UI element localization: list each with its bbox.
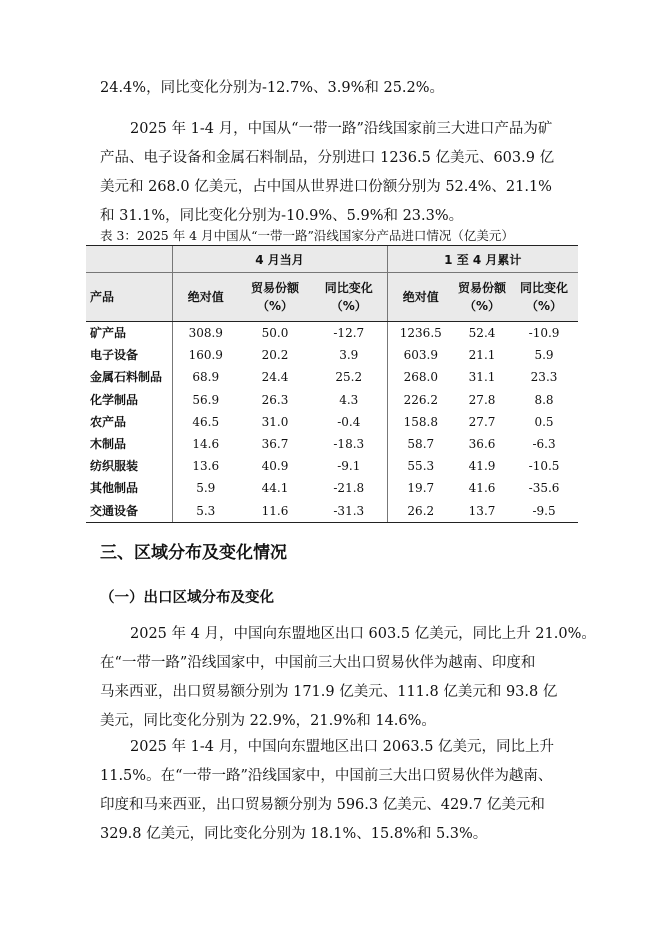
header-trade-share: 贸易份额（%） (239, 273, 311, 322)
table-cell: -9.5 (510, 500, 578, 523)
text-line: 2025 年 1-4 月，中国从“一带一路”沿线国家前三大进口产品为矿 (130, 121, 553, 137)
header-absolute-value: 绝对值 (387, 273, 454, 322)
table-cell: 14.6 (172, 433, 239, 455)
table-cell: 58.7 (387, 433, 454, 455)
text-line: 产品、电子设备和金属石料制品，分别进口 1236.5 亿美元、603.9 亿 (100, 150, 555, 166)
table-cell: 56.9 (172, 389, 239, 411)
header-absolute-value: 绝对值 (172, 273, 239, 322)
text-line: 24.4%，同比变化分别为-12.7%、3.9%和 25.2%。 (100, 80, 445, 96)
table-cell: -10.5 (528, 459, 560, 474)
paragraph-import-share-continued (100, 74, 566, 103)
paragraph-export-jan-apr (100, 733, 566, 849)
table-cell: 36.6 (468, 437, 496, 452)
table-cell: -12.7 (333, 326, 365, 341)
table-cell: 27.8 (468, 392, 496, 407)
text-line: 329.8 亿美元，同比变化分别为 18.1%、15.8%和 5.3%。 (100, 826, 488, 842)
table-cell: 5.9 (534, 348, 554, 363)
table-cell: 4.3 (339, 392, 359, 407)
table-cell: 3.9 (339, 348, 359, 363)
table-row (86, 433, 578, 455)
table-sub-header-row (86, 273, 578, 322)
table-cell: -0.4 (337, 414, 361, 429)
table-row (86, 366, 578, 388)
text-line: 美元和 268.0 亿美元，占中国从世界进口份额分别为 52.4%、21.1% (100, 179, 552, 195)
product-name: 矿产品 (90, 326, 127, 341)
header-jan-apr-cumulative: 1 至 4 月累计 (387, 246, 578, 273)
table-row (86, 344, 578, 366)
table-cell: -31.3 (311, 500, 387, 523)
table-cell: 41.9 (468, 459, 496, 474)
table-cell: 40.9 (261, 459, 289, 474)
text-line: 在“一带一路”沿线国家中，中国前三大出口贸易伙伴为越南、印度和 (100, 655, 536, 671)
table-cell: 11.6 (239, 500, 311, 523)
table-cell: 31.0 (261, 414, 289, 429)
table-cell: 31.1 (468, 370, 496, 385)
table-cell: 25.2 (335, 370, 363, 385)
table-cell: 55.3 (387, 455, 454, 477)
product-name: 化学制品 (90, 392, 139, 407)
subsection-title: （一）出口区域分布及变化 (100, 590, 274, 606)
table-cell: 160.9 (172, 344, 239, 366)
text-line: 和 31.1%，同比变化分别为-10.9%、5.9%和 23.3%。 (100, 208, 464, 224)
header-trade-share: 贸易份额（%） (454, 273, 510, 322)
table-cell: -10.9 (528, 326, 560, 341)
text-line: 印度和马来西亚，出口贸易额分别为 596.3 亿美元、429.7 亿美元和 (100, 797, 545, 813)
table-cell: 8.8 (534, 392, 554, 407)
table-cell: 13.6 (172, 455, 239, 477)
header-blank-cell (86, 246, 172, 273)
table-cell: 5.9 (172, 477, 239, 499)
table-cell: 158.8 (387, 411, 454, 433)
product-name: 电子设备 (90, 348, 139, 363)
table-row (86, 500, 578, 523)
header-yoy-change: 同比变化（%） (311, 273, 387, 322)
import-by-product-table (86, 245, 578, 523)
text-line: 11.5%。在“一带一路”沿线国家中，中国前三大出口贸易伙伴为越南、 (100, 768, 553, 784)
table-group-header-row (86, 246, 578, 273)
table-cell: 46.5 (172, 411, 239, 433)
table-cell: 41.6 (468, 481, 496, 496)
table-cell: 268.0 (387, 366, 454, 388)
table-cell: -35.6 (528, 481, 560, 496)
text-line: 2025 年 4 月，中国向东盟地区出口 603.5 亿美元，同比上升 21.0%。 (130, 626, 596, 642)
table-cell: -21.8 (333, 481, 365, 496)
table-cell: 603.9 (387, 344, 454, 366)
product-name: 其他制品 (90, 481, 139, 496)
table-cell: 68.9 (172, 366, 239, 388)
table-row (86, 455, 578, 477)
text-line: 马来西亚，出口贸易额分别为 171.9 亿美元、111.8 亿美元和 93.8 亿 (100, 684, 558, 700)
paragraph-import-products-jan-apr (100, 115, 566, 231)
table-row (86, 477, 578, 499)
table-cell: 308.9 (172, 322, 239, 345)
product-name: 纺织服装 (90, 459, 139, 474)
table-cell: 27.7 (468, 414, 496, 429)
table-cell: 36.7 (261, 437, 289, 452)
table-cell: 26.3 (261, 392, 289, 407)
header-yoy-change: 同比变化（%） (510, 273, 578, 322)
table-cell: -6.3 (532, 437, 556, 452)
table-cell: 5.3 (172, 500, 239, 523)
table-cell: 226.2 (387, 389, 454, 411)
table-row (86, 389, 578, 411)
table-cell: 23.3 (530, 370, 558, 385)
table-caption: 表 3：2025 年 4 月中国从“一带一路”沿线国家分产品进口情况（亿美元） (100, 228, 514, 243)
text-line: 2025 年 1-4 月，中国向东盟地区出口 2063.5 亿美元，同比上升 (130, 739, 555, 755)
table-cell: 0.5 (534, 414, 554, 429)
table-cell: 52.4 (468, 326, 496, 341)
text-line: 美元，同比变化分别为 22.9%，21.9%和 14.6%。 (100, 713, 436, 729)
table-row (86, 411, 578, 433)
table-row (86, 322, 578, 345)
table-cell: 13.7 (454, 500, 510, 523)
table-cell: 50.0 (261, 326, 289, 341)
product-name: 交通设备 (86, 500, 172, 523)
product-name: 木制品 (90, 437, 127, 452)
product-name: 农产品 (90, 414, 127, 429)
table-cell: 44.1 (261, 481, 289, 496)
table-cell: 24.4 (261, 370, 289, 385)
table-cell: -9.1 (337, 459, 361, 474)
section-title: 三、区域分布及变化情况 (100, 543, 287, 563)
table-cell: 21.1 (468, 348, 496, 363)
table-cell: 26.2 (387, 500, 454, 523)
table-cell: 19.7 (387, 477, 454, 499)
product-name: 金属石料制品 (90, 370, 163, 385)
table-cell: 20.2 (261, 348, 289, 363)
header-april-month: 4 月当月 (172, 246, 387, 273)
table-cell: 1236.5 (387, 322, 454, 345)
table-cell: -18.3 (333, 437, 365, 452)
header-product: 产品 (86, 273, 172, 322)
paragraph-export-april (100, 620, 596, 736)
